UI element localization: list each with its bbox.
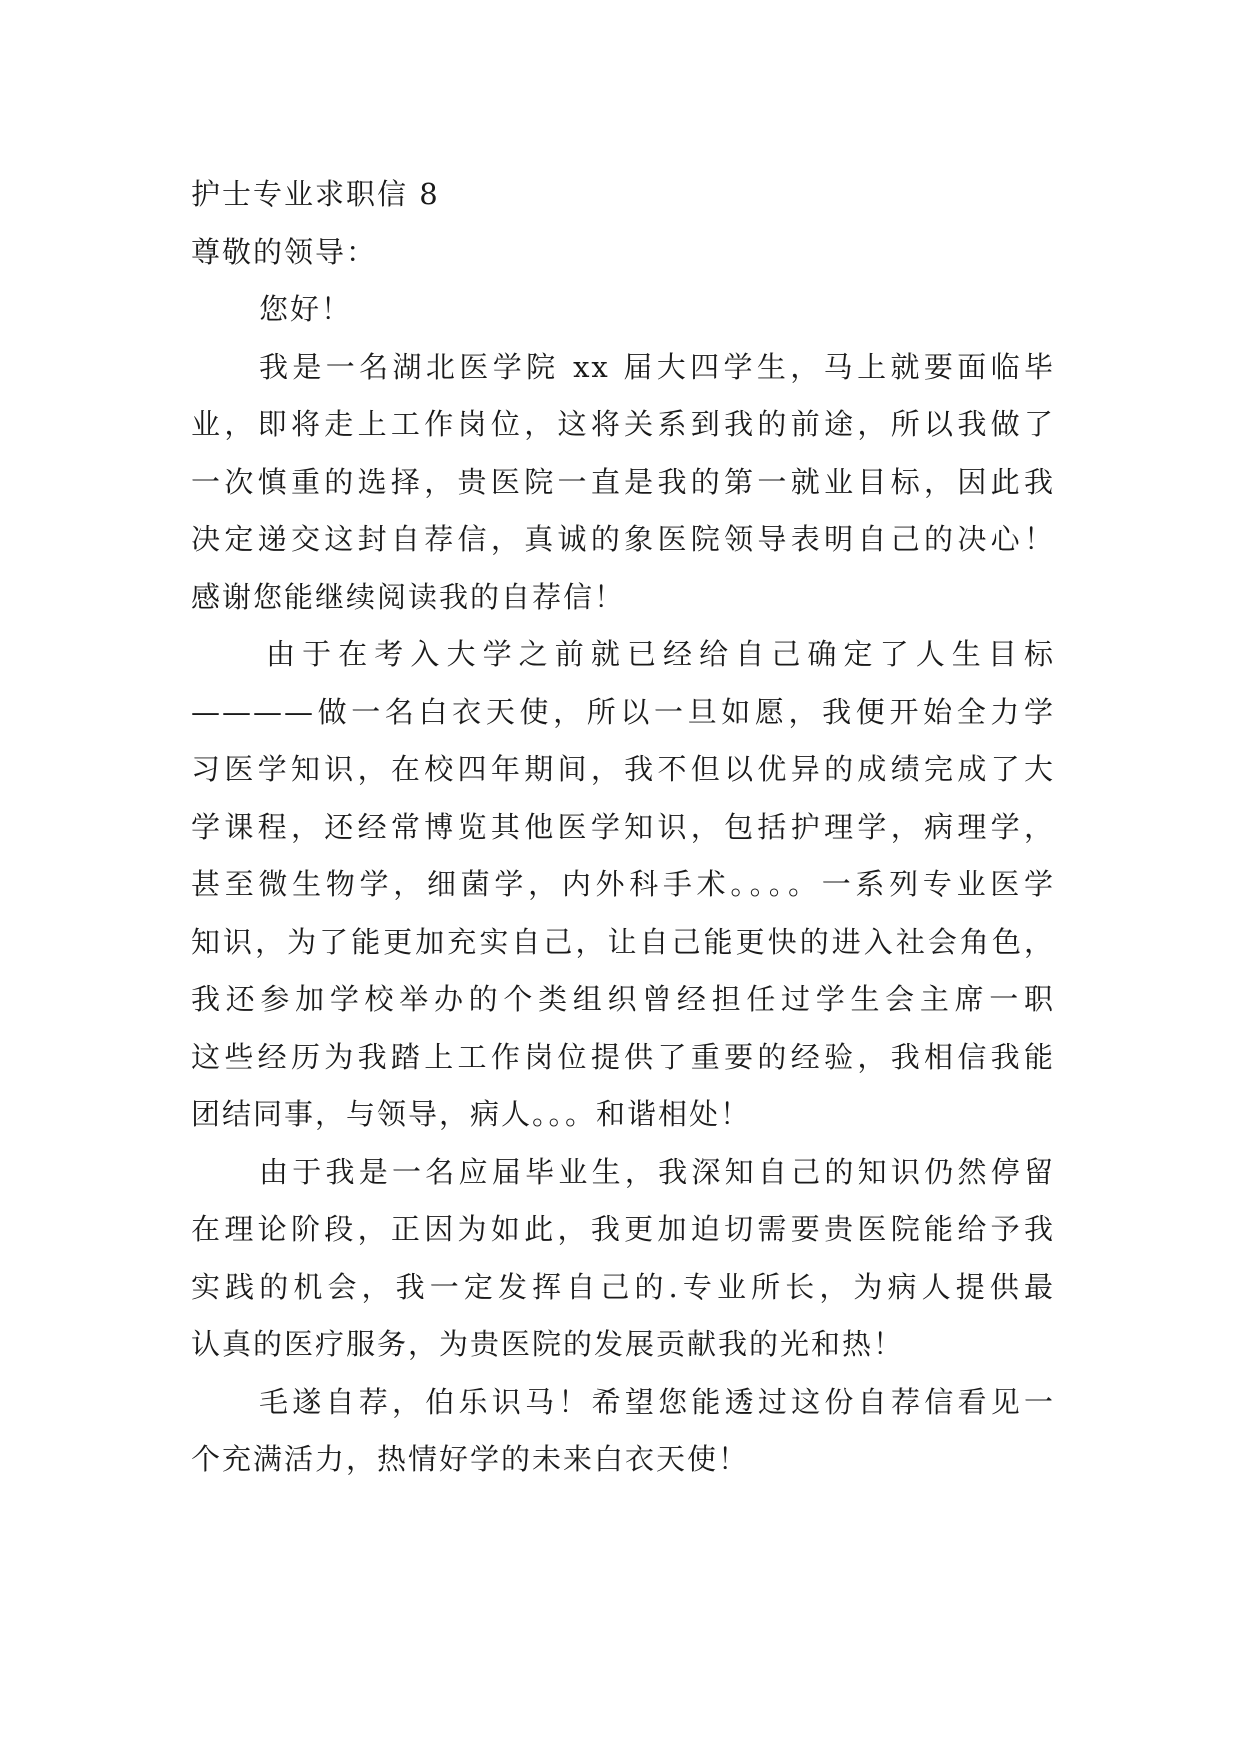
paragraph-line: 我是一名湖北医学院 xx 届大四学生，马上就要面临毕 [259, 349, 1055, 384]
paragraph-line: 业，即将走上工作岗位，这将关系到我的前途，所以我做了 [191, 407, 1055, 441]
paragraph-line: 由于在考入大学之前就已经给自己确定了人生目标 [266, 637, 1055, 671]
paragraph-line: 毛遂自荐，伯乐识马！希望您能透过这份自荐信看见一 [259, 1384, 1055, 1419]
letter-body [191, 166, 1055, 1489]
paragraph-line: 由于我是一名应届毕业生，我深知自己的知识仍然停留 [259, 1154, 1055, 1189]
paragraph-line: 在理论阶段，正因为如此，我更加迫切需要贵医院能给予我 [191, 1212, 1055, 1246]
paragraph-line: ————做一名白衣天使，所以一旦如愿，我便开始全力学 [191, 694, 1055, 729]
paragraph-line: 甚至微生物学，细菌学，内外科手术。。。。一系列专业医学 [191, 867, 1055, 901]
paragraph-line: 这些经历为我踏上工作岗位提供了重要的经验，我相信我能 [191, 1039, 1055, 1074]
paragraph-line: 团结同事，与领导，病人。。。和谐相处！ [191, 1097, 752, 1131]
paragraph-line: 决定递交这封自荐信，真诚的象医院领导表明自己的决心！ [191, 522, 1055, 556]
paragraph-background [191, 626, 1055, 1144]
paragraph-line: 一次慎重的选择，贵医院一直是我的第一就业目标，因此我 [191, 464, 1055, 499]
paragraph-line: 习医学知识，在校四年期间，我不但以优异的成绩完成了大 [191, 752, 1055, 786]
paragraph-closing [191, 1374, 1055, 1489]
paragraph-intro [191, 339, 1055, 627]
paragraph-line: 实践的机会，我一定发挥自己的.专业所长，为病人提供最 [191, 1269, 1055, 1304]
paragraph-line: 知识，为了能更加充实自己，让自己能更快的进入社会角色， [191, 924, 1055, 959]
paragraph-line: 认真的医疗服务，为贵医院的发展贡献我的光和热！ [191, 1327, 905, 1361]
paragraph-line: 我还参加学校举办的个类组织曾经担任过学生会主席一职 [191, 982, 1055, 1016]
paragraph-motivation [191, 1144, 1055, 1374]
document-title: 护士专业求职信 8 [191, 177, 440, 211]
greeting: 您好！ [259, 292, 353, 326]
salutation: 尊敬的领导： [191, 234, 378, 269]
paragraph-line: 个充满活力，热情好学的未来白衣天使！ [191, 1442, 750, 1476]
paragraph-line: 感谢您能继续阅读我的自荐信！ [191, 579, 626, 614]
paragraph-line: 学课程，还经常博览其他医学知识，包括护理学，病理学， [191, 809, 1055, 844]
